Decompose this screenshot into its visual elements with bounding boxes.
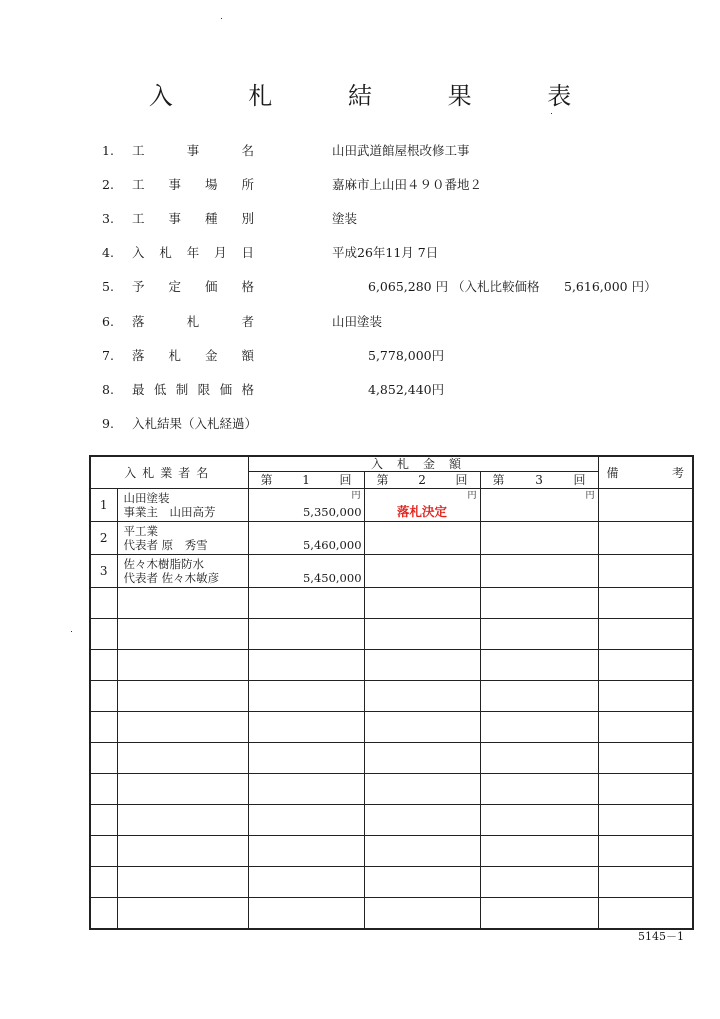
comparison-price: 5,616,000 円） [564,279,657,294]
remarks-cell [598,555,693,588]
empty-cell [598,650,693,681]
header-round-3: 第 3 回 [480,472,598,489]
item-label: 落 札 金 額 [132,348,254,363]
table-row [90,867,693,898]
item-number: 2. [102,177,114,192]
empty-cell [117,712,248,743]
table-row [90,619,693,650]
round-2-amount [364,522,480,555]
empty-cell [90,743,117,774]
empty-cell [248,898,364,930]
empty-cell [598,898,693,930]
item-label: 工 事 名 [132,143,254,158]
item-label: 予 定 価 格 [132,279,254,294]
empty-cell [117,681,248,712]
project-location: 嘉麻市上山田４９０番地２ [332,177,483,192]
empty-cell [480,681,598,712]
empty-cell [598,743,693,774]
round-2-amount [364,555,480,588]
item-label: 入 札 年 月 日 [132,245,254,260]
scan-speck [551,113,552,114]
empty-cell [364,650,480,681]
round-3-amount [480,555,598,588]
empty-cell [117,743,248,774]
empty-cell [248,712,364,743]
table-row [90,805,693,836]
empty-cell [598,836,693,867]
header-round-1: 第 1 回 [248,472,364,489]
empty-cell [480,805,598,836]
bidder-name: 山田塗装 事業主 山田高芳 [117,489,248,522]
table-row [90,489,693,522]
table-row [90,588,693,619]
empty-cell [117,619,248,650]
empty-cell [598,805,693,836]
round-2-amount: 円 落札決定 [364,489,480,522]
empty-cell [364,588,480,619]
empty-cell [117,898,248,930]
empty-cell [248,650,364,681]
empty-cell [248,805,364,836]
empty-cell [248,588,364,619]
empty-cell [364,805,480,836]
table-row [90,681,693,712]
item-number: 9. [102,416,114,431]
empty-cell [90,650,117,681]
header-round-2: 第 2 回 [364,472,480,489]
comparison-price-label: （入札比較価格 [452,279,540,294]
empty-cell [364,743,480,774]
empty-cell [248,836,364,867]
document-title: 入 札 結 果 表 [148,82,606,110]
empty-cell [364,867,480,898]
row-index: 1 [90,489,117,522]
empty-cell [480,743,598,774]
table-row [90,650,693,681]
empty-cell [90,681,117,712]
table-row [90,712,693,743]
bid-results-table [89,455,694,930]
scan-speck [221,18,222,19]
empty-cell [90,588,117,619]
empty-cell [598,588,693,619]
empty-cell [117,836,248,867]
bid-date: 平成26年11月 7日 [332,245,439,260]
empty-cell [598,681,693,712]
table-row [90,555,693,588]
empty-cell [117,867,248,898]
header-bidder-name: 入札業者名 [90,456,248,489]
project-name: 山田武道館屋根改修工事 [332,143,470,158]
document-code: 5145－1 [638,930,684,943]
item-number: 3. [102,211,114,226]
empty-cell [117,774,248,805]
empty-cell [480,619,598,650]
empty-cell [598,619,693,650]
empty-cell [90,774,117,805]
table-header-row [90,456,693,472]
planned-price: 6,065,280 円 [368,279,449,294]
table-row [90,743,693,774]
work-type: 塗装 [332,211,358,226]
table-row [90,774,693,805]
empty-cell [480,588,598,619]
empty-cell [90,867,117,898]
empty-cell [364,712,480,743]
empty-cell [480,650,598,681]
empty-cell [364,619,480,650]
empty-cell [364,681,480,712]
bidder-name: 佐々木樹脂防水 代表者 佐々木敏彦 [117,555,248,588]
empty-cell [480,774,598,805]
scan-speck [71,631,72,632]
item-number: 6. [102,314,114,329]
header-bid-amount: 入札金額 [248,456,598,472]
row-index: 2 [90,522,117,555]
empty-cell [598,712,693,743]
bidder-name: 平工業 代表者 原 秀雪 [117,522,248,555]
empty-cell [117,588,248,619]
table-row [90,898,693,930]
item-number: 1. [102,143,114,158]
empty-cell [117,650,248,681]
empty-cell [248,619,364,650]
item-number: 8. [102,382,114,397]
item-number: 5. [102,279,114,294]
empty-cell [364,836,480,867]
minimum-limit-price: 4,852,440円 [368,382,445,397]
empty-cell [90,619,117,650]
empty-cell [364,774,480,805]
item-label: 工 事 場 所 [132,177,254,192]
remarks-cell [598,489,693,522]
round-1-amount: 円 5,350,000 [248,489,364,522]
round-3-amount: 円 [480,489,598,522]
award-decision-label: 落札決定 [397,504,448,519]
item-label: 落 札 者 [132,314,254,329]
item-number: 4. [102,245,114,260]
item-label: 最 低 制 限 価 格 [132,382,254,397]
empty-cell [480,712,598,743]
empty-cell [598,774,693,805]
empty-cell [90,805,117,836]
empty-cell [90,712,117,743]
empty-cell [248,743,364,774]
empty-cell [480,836,598,867]
item-label: 入札結果（入札経過） [132,416,258,431]
round-3-amount [480,522,598,555]
empty-cell [90,836,117,867]
empty-cell [248,867,364,898]
header-remarks: 備 考 [598,456,693,489]
table-row [90,522,693,555]
winning-amount: 5,778,000円 [368,348,445,363]
row-index: 3 [90,555,117,588]
table-row [90,836,693,867]
empty-cell [364,898,480,930]
empty-cell [117,805,248,836]
empty-cell [598,867,693,898]
item-number: 7. [102,348,114,363]
empty-cell [90,898,117,930]
round-1-amount: 5,460,000 [248,522,364,555]
empty-cell [480,867,598,898]
empty-cell [480,898,598,930]
round-1-amount: 5,450,000 [248,555,364,588]
remarks-cell [598,522,693,555]
empty-cell [248,774,364,805]
empty-cell [248,681,364,712]
winning-bidder: 山田塗装 [332,314,383,329]
item-label: 工 事 種 別 [132,211,254,226]
